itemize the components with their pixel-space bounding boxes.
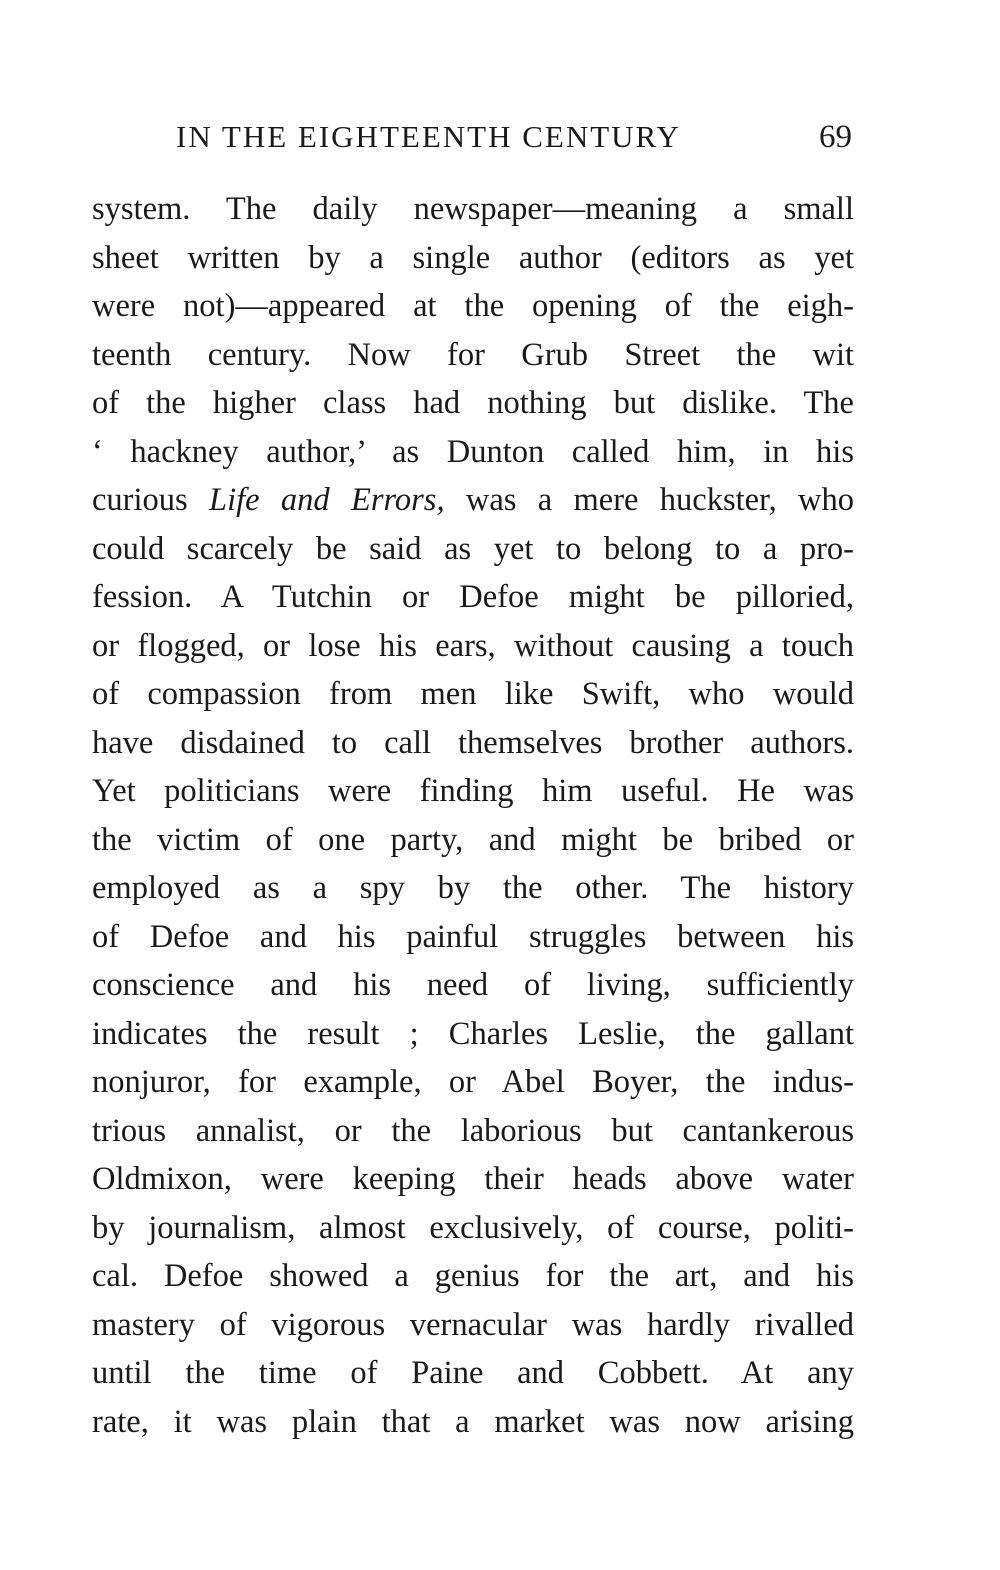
text-line: have disdained to call themselves brother authors. xyxy=(92,724,854,761)
running-header xyxy=(92,112,852,162)
text-line: system. The daily newspaper—meaning a small xyxy=(92,191,854,227)
text-line: until the time of Paine and Cobbett. At any xyxy=(92,1355,854,1391)
text-line: Oldmixon, were keeping their heads above water xyxy=(92,1161,854,1197)
text-line: employed as a spy by the other. The history xyxy=(92,870,854,906)
text-line: by journalism, almost exclusively, of course, politi- xyxy=(92,1209,854,1246)
text-line: indicates the result ; Charles Leslie, the gallant xyxy=(92,1015,854,1052)
text-line: of compassion from men like Swift, who would xyxy=(92,676,854,712)
text-line: sheet written by a single author (editors as yet xyxy=(92,239,854,276)
text-line: conscience and his need of living, sufficiently xyxy=(92,967,854,1003)
text-line: fession. A Tutchin or Defoe might be pilloried, xyxy=(92,579,854,615)
text-line: could scarcely be said as yet to belong to a pro- xyxy=(92,530,854,567)
text-line: teenth century. Now for Grub Street the wit xyxy=(92,336,854,373)
text-line: ‘ hackney author,’ as Dunton called him, in his xyxy=(92,433,854,470)
body-text xyxy=(92,185,854,1446)
text-segment: curious xyxy=(92,482,188,518)
text-segment: was a mere huckster, who xyxy=(465,482,855,518)
text-line: were not)—appeared at the opening of the eigh- xyxy=(92,288,854,324)
book-title-italic: Life and Errors, xyxy=(209,482,445,518)
running-title: IN THE EIGHTEENTH CENTURY xyxy=(176,119,681,154)
text-line: nonjuror, for example, or Abel Boyer, the indus- xyxy=(92,1064,854,1100)
text-line: trious annalist, or the laborious but cantankerous xyxy=(92,1112,854,1149)
page-number: 69 xyxy=(819,119,852,155)
text-line: Yet politicians were finding him useful. He was xyxy=(92,773,854,809)
text-line: of Defoe and his painful struggles between his xyxy=(92,918,854,955)
text-line: rate, it was plain that a market was now arising xyxy=(92,1403,854,1440)
text-line: or flogged, or lose his ears, without causing a touch xyxy=(92,627,854,664)
text-line: mastery of vigorous vernacular was hardly rivalled xyxy=(92,1306,854,1343)
text-line xyxy=(92,476,854,525)
text-line: cal. Defoe showed a genius for the art, and his xyxy=(92,1258,854,1294)
text-line: the victim of one party, and might be bribed or xyxy=(92,821,854,858)
text-line: of the higher class had nothing but dislike. The xyxy=(92,385,854,421)
